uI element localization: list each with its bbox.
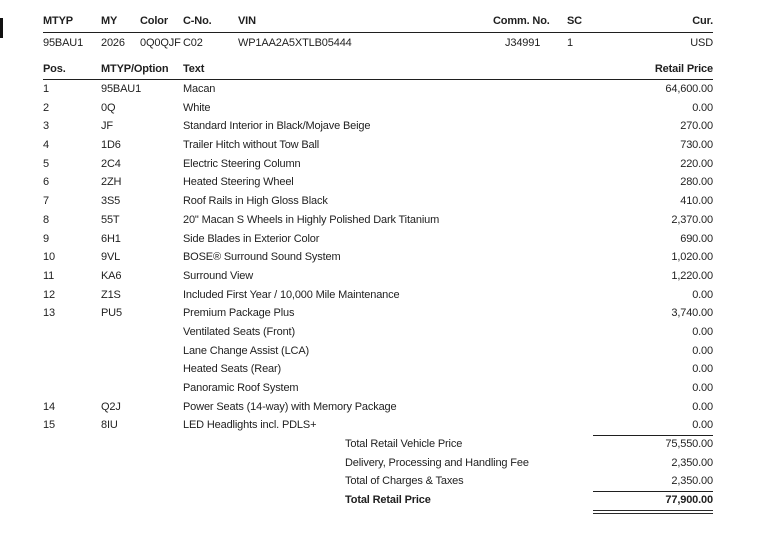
cell-pos: 12 <box>43 288 55 301</box>
cell-pos <box>43 379 101 398</box>
cell-code: 1D6 <box>101 139 121 152</box>
table-row <box>43 286 713 305</box>
table-row <box>43 80 713 99</box>
col-header-vin: VIN <box>238 15 256 27</box>
total-label: Total Retail Vehicle Price <box>345 438 463 451</box>
cell-text: Panoramic Roof System <box>183 382 299 394</box>
table-row <box>43 99 713 118</box>
cell-pos: 4 <box>43 139 49 152</box>
col-header-cno: C-No. <box>183 15 212 27</box>
cell-pos: 8 <box>43 213 49 226</box>
value-sc: 1 <box>567 37 573 49</box>
cell-pos: 6 <box>43 176 49 189</box>
table-row <box>43 155 713 174</box>
cell-pos: 3 <box>43 120 49 133</box>
cell-text: Electric Steering Column <box>183 157 301 170</box>
total-row <box>43 435 713 454</box>
cell-price: 0.00 <box>692 382 713 394</box>
col-header-my: MY <box>101 15 118 27</box>
vehicle-header-table <box>43 14 713 53</box>
cell-text: Ventilated Seats (Front) <box>183 325 295 338</box>
cell-price: 730.00 <box>680 139 713 152</box>
cell-price: 0.00 <box>692 363 713 376</box>
cell-code <box>101 323 183 342</box>
cell-pos: 15 <box>43 419 55 432</box>
text-cursor-artifact <box>0 18 3 38</box>
cell-code: 6H1 <box>101 232 121 245</box>
col-header-sc: SC <box>567 15 582 27</box>
cell-code: 2C4 <box>101 157 121 170</box>
cell-code: 8IU <box>101 419 118 432</box>
cell-code: KA6 <box>101 269 122 282</box>
cell-pos: 2 <box>43 101 49 114</box>
vehicle-header-row <box>43 14 713 33</box>
value-cno: C02 <box>183 37 203 49</box>
cell-pos <box>43 342 101 361</box>
table-row <box>43 211 713 230</box>
cell-code <box>101 379 183 398</box>
totals-section <box>43 435 713 510</box>
cell-price: 3,740.00 <box>671 307 713 320</box>
cell-text: Roof Rails in High Gloss Black <box>183 195 328 208</box>
total-label: Delivery, Processing and Handling Fee <box>345 456 529 469</box>
col-header-mtyp-option: MTYP/Option <box>101 63 169 75</box>
col-header-commno: Comm. No. <box>493 15 550 27</box>
cell-text: Macan <box>183 83 216 95</box>
cell-price: 220.00 <box>680 157 713 170</box>
value-color: 0Q0QJF <box>140 37 181 49</box>
cell-code: 9VL <box>101 251 121 264</box>
table-row <box>43 398 713 417</box>
table-row <box>43 173 713 192</box>
cell-pos: 7 <box>43 195 49 208</box>
total-value: 2,350.00 <box>593 472 713 492</box>
cell-text: Included First Year / 10,000 Mile Maintenance <box>183 288 400 301</box>
cell-code: Q2J <box>101 400 121 413</box>
cell-price: 0.00 <box>692 101 713 114</box>
col-header-pos: Pos. <box>43 63 66 75</box>
table-row <box>43 342 713 361</box>
col-header-color: Color <box>140 15 168 27</box>
cell-text: White <box>183 101 211 114</box>
cell-price: 410.00 <box>680 195 713 208</box>
cell-price: 0.00 <box>692 400 713 413</box>
total-row <box>43 491 713 510</box>
cell-code <box>101 360 183 379</box>
col-header-retail-price: Retail Price <box>654 63 713 75</box>
total-value: 2,350.00 <box>671 456 713 469</box>
cell-text: LED Headlights incl. PDLS+ <box>183 419 317 432</box>
cell-text: Heated Steering Wheel <box>183 176 294 189</box>
cell-code: 95BAU1 <box>101 83 142 95</box>
cell-pos <box>43 360 101 379</box>
table-row <box>43 117 713 136</box>
total-label: Total of Charges & Taxes <box>345 475 464 488</box>
cell-pos: 5 <box>43 157 49 170</box>
cell-code <box>101 342 183 361</box>
cell-text: Side Blades in Exterior Color <box>183 232 320 245</box>
cell-text: Heated Seats (Rear) <box>183 363 282 376</box>
cell-pos: 9 <box>43 232 49 245</box>
cell-text: Power Seats (14-way) with Memory Package <box>183 400 397 413</box>
cell-code: JF <box>101 120 113 133</box>
options-rows <box>43 80 713 435</box>
table-row <box>43 360 713 379</box>
cell-pos: 14 <box>43 400 55 413</box>
col-header-mtyp: MTYP <box>43 15 73 27</box>
table-row <box>43 248 713 267</box>
table-row <box>43 230 713 249</box>
table-row <box>43 304 713 323</box>
value-commno: J34991 <box>505 37 541 49</box>
cell-price: 0.00 <box>593 416 713 436</box>
cell-price: 280.00 <box>680 176 713 189</box>
document-content <box>43 14 713 510</box>
cell-price: 0.00 <box>692 344 713 357</box>
vehicle-values-row <box>43 33 713 53</box>
value-mtyp: 95BAU1 <box>43 37 84 49</box>
total-row <box>43 454 713 473</box>
cell-text: BOSE® Surround Sound System <box>183 251 341 264</box>
total-value: 77,900.00 <box>593 491 713 514</box>
cell-text: Standard Interior in Black/Mojave Beige <box>183 120 371 133</box>
cell-price: 0.00 <box>692 325 713 338</box>
table-row <box>43 323 713 342</box>
cell-text: Premium Package Plus <box>183 307 295 320</box>
table-row <box>43 379 713 398</box>
cell-price: 64,600.00 <box>665 83 713 95</box>
cell-pos: 13 <box>43 307 55 320</box>
cell-pos: 10 <box>43 251 55 264</box>
total-value: 75,550.00 <box>665 438 713 451</box>
cell-price: 2,370.00 <box>671 213 713 226</box>
value-my: 2026 <box>101 37 125 49</box>
cell-price: 690.00 <box>680 232 713 245</box>
cell-code: 55T <box>101 213 120 226</box>
value-vin: WP1AA2A5XTLB05444 <box>238 37 352 49</box>
col-header-cur: Cur. <box>692 15 713 27</box>
options-header-row <box>43 63 713 80</box>
cell-price: 0.00 <box>692 288 713 301</box>
cell-code: PU5 <box>101 307 122 320</box>
table-row <box>43 136 713 155</box>
cell-code: 2ZH <box>101 176 122 189</box>
col-header-text: Text <box>183 63 205 75</box>
cell-pos: 11 <box>43 269 55 282</box>
total-row <box>43 472 713 491</box>
total-label: Total Retail Price <box>345 494 431 507</box>
table-row <box>43 267 713 286</box>
cell-code: 0Q <box>101 101 116 114</box>
cell-code: 3S5 <box>101 195 121 208</box>
cell-text: Surround View <box>183 269 254 282</box>
table-row <box>43 416 713 435</box>
cell-price: 1,020.00 <box>671 251 713 264</box>
cell-text: Trailer Hitch without Tow Ball <box>183 139 320 152</box>
cell-pos <box>43 323 101 342</box>
cell-price: 270.00 <box>680 120 713 133</box>
cell-text: Lane Change Assist (LCA) <box>183 344 310 357</box>
cell-price: 1,220.00 <box>671 269 713 282</box>
table-row <box>43 192 713 211</box>
cell-code: Z1S <box>101 288 121 301</box>
cell-pos: 1 <box>43 83 49 95</box>
value-cur: USD <box>690 37 713 49</box>
cell-text: 20" Macan S Wheels in Highly Polished Dark Titanium <box>183 213 440 226</box>
